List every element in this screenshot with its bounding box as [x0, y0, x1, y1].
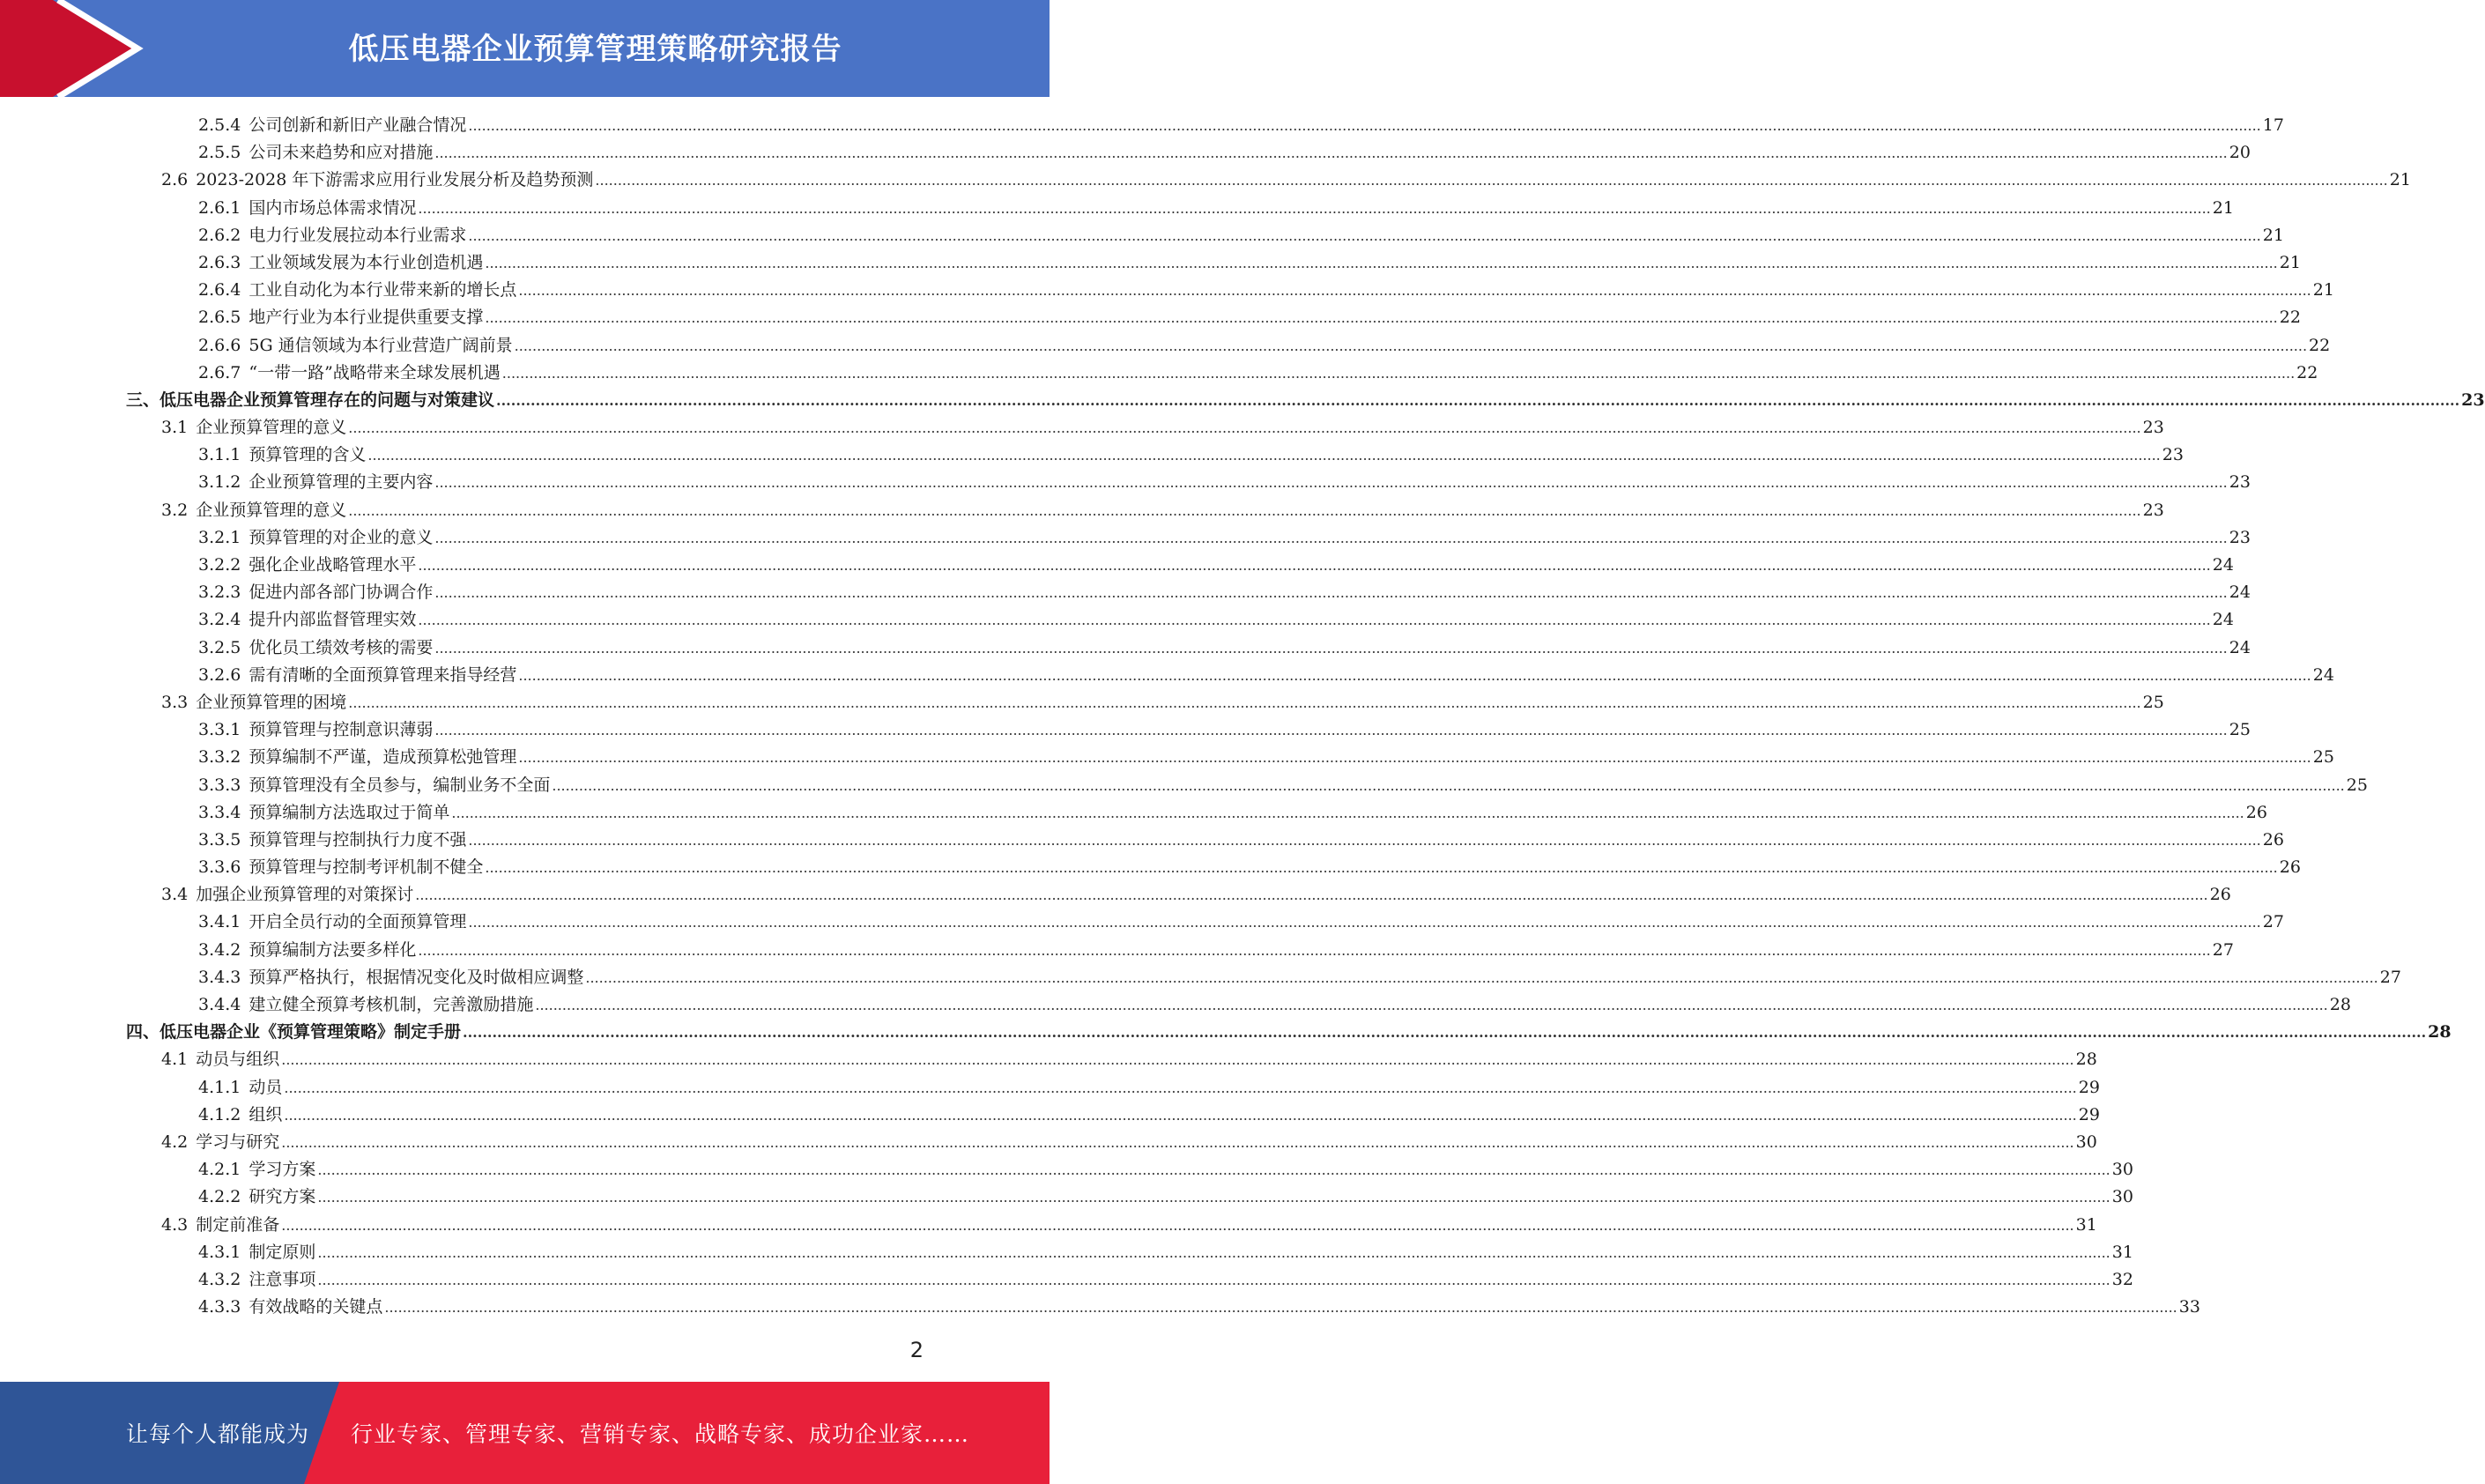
toc-entry-number: 4.3.1: [198, 1242, 241, 1262]
toc-dot-leader: ................................................................................................................................................................................................................................................................................................................................................................................................................: [434, 639, 2228, 657]
toc-entry-number: 3.1.2: [198, 472, 241, 493]
toc-entry-title: 公司未来趋势和应对措施: [248, 143, 434, 163]
toc-entry-number: 3.2.5: [198, 637, 241, 657]
toc-dot-leader: ................................................................................................................................................................................................................................................................................................................................................................................................................: [514, 337, 2308, 354]
toc-dot-leader: ................................................................................................................................................................................................................................................................................................................................................................................................................: [281, 1133, 2074, 1151]
toc-entry-number: 4.3: [161, 1214, 189, 1235]
toc-entry-title: 建立健全预算考核机制，完善激励措施: [248, 995, 534, 1014]
toc-entry-page: 30: [2075, 1132, 2097, 1152]
header-chevron-decoration: [0, 0, 159, 97]
page-header: [0, 0, 1050, 97]
toc-entry-title: 预算管理的含义: [248, 445, 367, 465]
toc-entry-number: 4.2: [161, 1132, 189, 1152]
toc-entry-title: 低压电器企业预算管理存在的问题与对策建议: [159, 390, 495, 410]
toc-entry-page: 23: [2229, 527, 2251, 547]
toc-dot-leader: ................................................................................................................................................................................................................................................................................................................................................................................................................: [552, 776, 2345, 794]
toc-dot-leader: ................................................................................................................................................................................................................................................................................................................................................................................................................: [468, 117, 2261, 134]
toc-dot-leader: ................................................................................................................................................................................................................................................................................................................................................................................................................: [595, 172, 2388, 189]
toc-entry-number: 3.3.3: [198, 775, 241, 795]
toc-entry-page: 29: [2078, 1104, 2100, 1124]
toc-entry-title: 预算管理与控制执行力度不强: [248, 829, 467, 850]
toc-dot-leader: ................................................................................................................................................................................................................................................................................................................................................................................................................: [367, 447, 2161, 464]
table-of-contents: [0, 112, 2485, 1321]
toc-entry[interactable]: [0, 1183, 2133, 1211]
toc-dot-leader: ................................................................................................................................................................................................................................................................................................................................................................................................................: [535, 997, 2328, 1013]
toc-entry-number: 3.2.2: [198, 555, 241, 575]
toc-entry-number: 4.2.1: [198, 1160, 241, 1180]
toc-entry[interactable]: [0, 360, 2318, 387]
toc-entry-title: 企业预算管理的意义: [196, 500, 347, 520]
toc-entry-page: 23: [2142, 500, 2164, 520]
footer-slogan-left: 让每个人都能成为: [126, 1421, 310, 1447]
toc-entry-page: 25: [2229, 720, 2251, 740]
toc-entry[interactable]: [0, 387, 2485, 414]
toc-entry-title: 企业预算管理的困境: [196, 692, 347, 712]
toc-entry-title: 学习与研究: [196, 1132, 280, 1152]
toc-dot-leader: ................................................................................................................................................................................................................................................................................................................................................................................................................: [496, 391, 2460, 409]
toc-entry-page: 26: [2209, 885, 2231, 905]
toc-entry-title: 制定前准备: [196, 1214, 280, 1235]
toc-entry[interactable]: [0, 606, 2234, 634]
toc-entry-title: 公司创新和新旧产业融合情况: [248, 115, 467, 135]
toc-entry-page: 17: [2262, 115, 2284, 135]
toc-entry-page: 28: [2428, 1022, 2452, 1043]
toc-entry-title: 动员与组织: [196, 1050, 280, 1070]
toc-dot-leader: ................................................................................................................................................................................................................................................................................................................................................................................................................: [348, 419, 2141, 437]
toc-entry-page: 21: [2262, 225, 2284, 245]
toc-entry-number: 3.3.2: [198, 747, 241, 768]
toc-entry[interactable]: [0, 827, 2284, 854]
toc-entry-number: 3.3.4: [198, 802, 241, 822]
toc-entry-page: 21: [2212, 197, 2234, 218]
toc-entry-number: 3.4.2: [198, 939, 241, 960]
toc-entry-number: 四、: [126, 1022, 160, 1043]
toc-dot-leader: ................................................................................................................................................................................................................................................................................................................................................................................................................: [485, 254, 2278, 271]
toc-entry[interactable]: [0, 1266, 2133, 1294]
toc-entry[interactable]: [0, 249, 2301, 277]
toc-dot-leader: ................................................................................................................................................................................................................................................................................................................................................................................................................: [434, 145, 2228, 162]
toc-entry-title: 需有清晰的全面预算管理来指导经营: [248, 664, 517, 685]
toc-entry-title: 工业自动化为本行业带来新的增长点: [248, 280, 517, 301]
toc-entry[interactable]: [0, 441, 2184, 469]
toc-entry[interactable]: [0, 332, 2331, 360]
toc-entry-number: 2.6.7: [198, 362, 241, 382]
toc-entry-page: 30: [2111, 1187, 2133, 1207]
toc-entry-title: 学习方案: [248, 1160, 316, 1180]
toc-entry-page: 21: [2389, 170, 2411, 190]
toc-entry-title: 5G 通信领域为本行业营造广阔前景: [248, 335, 513, 355]
toc-entry-title: 注意事项: [248, 1269, 316, 1289]
toc-entry-page: 25: [2346, 775, 2368, 795]
toc-entry[interactable]: [0, 222, 2284, 249]
toc-entry-number: 4.3.3: [198, 1297, 241, 1317]
toc-entry-page: 24: [2212, 555, 2234, 575]
toc-dot-leader: ................................................................................................................................................................................................................................................................................................................................................................................................................: [418, 612, 2211, 629]
toc-entry[interactable]: [0, 1239, 2133, 1266]
toc-entry-title: 预算编制方法要多样化: [248, 939, 417, 960]
toc-entry-number: 3.4: [161, 885, 189, 905]
toc-entry-page: 22: [2309, 335, 2331, 355]
toc-entry[interactable]: [0, 579, 2251, 606]
toc-entry-title: “一带一路”战略带来全球发展机遇: [248, 362, 501, 382]
toc-entry-number: 3.1: [161, 418, 189, 438]
toc-entry-page: 22: [2296, 362, 2318, 382]
toc-entry-title: 2023-2028 年下游需求应用行业发展分析及趋势预测: [196, 170, 594, 190]
toc-entry-number: 2.5.5: [198, 143, 241, 163]
toc-entry[interactable]: [0, 524, 2251, 552]
toc-entry-page: 25: [2142, 692, 2164, 712]
toc-entry-page: 26: [2262, 829, 2284, 850]
toc-entry[interactable]: [0, 1212, 2097, 1239]
toc-dot-leader: ................................................................................................................................................................................................................................................................................................................................................................................................................: [418, 941, 2211, 959]
toc-entry-page: 26: [2245, 802, 2267, 822]
toc-entry-number: 4.2.2: [198, 1187, 241, 1207]
toc-entry-page: 23: [2162, 445, 2184, 465]
toc-entry-title: 预算严格执行，根据情况变化及时做相应调整: [248, 967, 584, 987]
toc-entry[interactable]: [0, 909, 2284, 936]
toc-dot-leader: ................................................................................................................................................................................................................................................................................................................................................................................................................: [418, 557, 2211, 574]
toc-entry[interactable]: [0, 497, 2164, 524]
toc-entry-page: 21: [2279, 252, 2301, 272]
toc-dot-leader: ................................................................................................................................................................................................................................................................................................................................................................................................................: [434, 474, 2228, 492]
footer-slogan-right: 行业专家、管理专家、营销专家、战略专家、成功企业家……: [351, 1421, 970, 1447]
toc-entry-page: 27: [2212, 939, 2234, 960]
toc-entry-page: 28: [2075, 1050, 2097, 1070]
toc-entry-number: 3.2.1: [198, 527, 241, 547]
toc-entry-title: 有效战略的关键点: [248, 1297, 383, 1317]
toc-entry[interactable]: [0, 304, 2301, 331]
toc-dot-leader: ................................................................................................................................................................................................................................................................................................................................................................................................................: [501, 364, 2296, 382]
toc-entry[interactable]: [0, 799, 2267, 827]
page-footer: [0, 1382, 1050, 1484]
toc-entry-title: 预算编制方法选取过于简单: [248, 802, 450, 822]
toc-entry-title: 研究方案: [248, 1187, 316, 1207]
toc-entry-page: 32: [2111, 1269, 2133, 1289]
toc-dot-leader: ................................................................................................................................................................................................................................................................................................................................................................................................................: [468, 831, 2261, 849]
toc-dot-leader: ................................................................................................................................................................................................................................................................................................................................................................................................................: [317, 1189, 2110, 1206]
toc-entry-number: 2.5.4: [198, 115, 241, 135]
toc-entry-page: 23: [2142, 418, 2164, 438]
toc-entry[interactable]: [0, 1074, 2100, 1102]
toc-entry-title: 优化员工绩效考核的需要: [248, 637, 434, 657]
toc-entry[interactable]: [0, 716, 2251, 744]
toc-entry[interactable]: [0, 1102, 2100, 1129]
toc-entry-number: 3.3: [161, 692, 189, 712]
toc-entry-title: 工业领域发展为本行业创造机遇: [248, 252, 484, 272]
toc-entry-page: 33: [2178, 1297, 2200, 1317]
toc-entry-number: 2.6.3: [198, 252, 241, 272]
toc-entry-title: 促进内部各部门协调合作: [248, 582, 434, 603]
toc-entry-page: 29: [2078, 1077, 2100, 1097]
toc-dot-leader: ................................................................................................................................................................................................................................................................................................................................................................................................................: [468, 914, 2261, 931]
toc-entry-title: 电力行业发展拉动本行业需求: [248, 225, 467, 245]
toc-entry-number: 3.4.3: [198, 967, 241, 987]
toc-entry[interactable]: [0, 469, 2251, 496]
toc-entry-page: 23: [2461, 390, 2485, 410]
toc-entry[interactable]: [0, 964, 2401, 991]
toc-entry-page: 25: [2312, 747, 2334, 768]
toc-dot-leader: ................................................................................................................................................................................................................................................................................................................................................................................................................: [418, 199, 2211, 217]
toc-entry[interactable]: [0, 552, 2234, 579]
toc-entry-title: 提升内部监督管理实效: [248, 610, 417, 630]
toc-entry-title: 国内市场总体需求情况: [248, 197, 417, 218]
toc-entry[interactable]: [0, 1129, 2097, 1156]
toc-dot-leader: ................................................................................................................................................................................................................................................................................................................................................................................................................: [284, 1106, 2077, 1124]
toc-entry[interactable]: [0, 112, 2284, 139]
toc-entry[interactable]: [0, 689, 2164, 716]
toc-entry-number: 4.1.1: [198, 1077, 241, 1097]
toc-entry[interactable]: [0, 414, 2164, 441]
toc-entry-title: 强化企业战略管理水平: [248, 555, 417, 575]
toc-entry-title: 预算编制不严谨，造成预算松弛管理: [248, 747, 517, 768]
toc-entry-page: 20: [2229, 143, 2251, 163]
toc-entry-page: 27: [2379, 967, 2401, 987]
toc-dot-leader: ................................................................................................................................................................................................................................................................................................................................................................................................................: [434, 529, 2228, 546]
toc-entry-number: 2.6.2: [198, 225, 241, 245]
toc-entry-number: 3.1.1: [198, 445, 241, 465]
toc-entry-page: 30: [2111, 1160, 2133, 1180]
toc-entry[interactable]: [0, 881, 2231, 909]
toc-dot-leader: ................................................................................................................................................................................................................................................................................................................................................................................................................: [348, 694, 2141, 711]
toc-dot-leader: ................................................................................................................................................................................................................................................................................................................................................................................................................: [485, 309, 2278, 327]
toc-dot-leader: ................................................................................................................................................................................................................................................................................................................................................................................................................: [317, 1161, 2110, 1179]
toc-dot-leader: ................................................................................................................................................................................................................................................................................................................................................................................................................: [468, 226, 2261, 244]
toc-entry-page: 21: [2312, 280, 2334, 301]
report-title: 低压电器企业预算管理策略研究报告: [348, 32, 842, 67]
toc-entry-title: 企业预算管理的主要内容: [248, 472, 434, 493]
page-number: 2: [909, 1338, 924, 1362]
toc-entry-page: 24: [2312, 664, 2334, 685]
toc-dot-leader: ................................................................................................................................................................................................................................................................................................................................................................................................................: [384, 1299, 2177, 1317]
toc-entry[interactable]: [0, 277, 2334, 304]
toc-entry[interactable]: [0, 937, 2234, 964]
toc-entry-number: 3.4.1: [198, 912, 241, 932]
toc-entry-number: 3.2.3: [198, 582, 241, 603]
toc-entry-number: 2.6: [161, 170, 189, 190]
toc-dot-leader: ................................................................................................................................................................................................................................................................................................................................................................................................................: [485, 859, 2278, 877]
toc-entry-page: 31: [2111, 1242, 2133, 1262]
toc-entry[interactable]: [0, 1046, 2097, 1073]
toc-entry-number: 2.6.1: [198, 197, 241, 218]
toc-entry-title: 预算管理的对企业的意义: [248, 527, 434, 547]
toc-entry-title: 加强企业预算管理的对策探讨: [196, 885, 414, 905]
toc-dot-leader: ................................................................................................................................................................................................................................................................................................................................................................................................................: [281, 1216, 2074, 1234]
toc-entry-number: 4.1: [161, 1050, 189, 1070]
toc-entry[interactable]: [0, 854, 2301, 881]
toc-entry-number: 2.6.6: [198, 335, 241, 355]
toc-entry-page: 24: [2229, 637, 2251, 657]
toc-entry[interactable]: [0, 1294, 2200, 1321]
toc-entry-page: 22: [2279, 308, 2301, 328]
toc-dot-leader: ................................................................................................................................................................................................................................................................................................................................................................................................................: [463, 1024, 2427, 1042]
toc-dot-leader: ................................................................................................................................................................................................................................................................................................................................................................................................................: [317, 1271, 2110, 1288]
toc-entry-title: 预算管理与控制考评机制不健全: [248, 857, 484, 878]
toc-entry[interactable]: [0, 662, 2334, 689]
toc-entry-number: 三、: [126, 390, 160, 410]
toc-dot-leader: ................................................................................................................................................................................................................................................................................................................................................................................................................: [284, 1079, 2077, 1096]
toc-entry[interactable]: [0, 195, 2234, 222]
toc-entry-title: 企业预算管理的意义: [196, 418, 347, 438]
toc-entry-number: 3.3.1: [198, 720, 241, 740]
toc-entry-number: 3.2: [161, 500, 189, 520]
toc-dot-leader: ................................................................................................................................................................................................................................................................................................................................................................................................................: [518, 749, 2311, 767]
toc-entry-page: 23: [2229, 472, 2251, 493]
toc-entry[interactable]: [0, 634, 2251, 662]
toc-dot-leader: ................................................................................................................................................................................................................................................................................................................................................................................................................: [434, 722, 2228, 739]
toc-dot-leader: ................................................................................................................................................................................................................................................................................................................................................................................................................: [585, 968, 2378, 986]
toc-entry-title: 预算管理没有全员参与，编制业务不全面: [248, 775, 551, 795]
toc-entry-page: 24: [2229, 582, 2251, 603]
toc-entry-number: 3.2.4: [198, 610, 241, 630]
toc-dot-leader: ................................................................................................................................................................................................................................................................................................................................................................................................................: [518, 666, 2311, 684]
toc-entry[interactable]: [0, 167, 2411, 194]
toc-dot-leader: ................................................................................................................................................................................................................................................................................................................................................................................................................: [415, 887, 2208, 904]
toc-entry-number: 2.6.4: [198, 280, 241, 301]
toc-dot-leader: ................................................................................................................................................................................................................................................................................................................................................................................................................: [281, 1051, 2074, 1069]
toc-entry-title: 地产行业为本行业提供重要支撑: [248, 308, 484, 328]
toc-dot-leader: ................................................................................................................................................................................................................................................................................................................................................................................................................: [317, 1243, 2110, 1261]
toc-dot-leader: ................................................................................................................................................................................................................................................................................................................................................................................................................: [518, 282, 2311, 300]
toc-entry-number: 4.3.2: [198, 1269, 241, 1289]
toc-entry[interactable]: [0, 1019, 2452, 1046]
toc-entry[interactable]: [0, 1156, 2133, 1183]
toc-entry-number: 3.2.6: [198, 664, 241, 685]
toc-dot-leader: ................................................................................................................................................................................................................................................................................................................................................................................................................: [348, 501, 2141, 519]
toc-entry[interactable]: [0, 139, 2251, 167]
toc-entry-number: 4.1.2: [198, 1104, 241, 1124]
toc-entry-page: 27: [2262, 912, 2284, 932]
toc-entry-number: 3.3.6: [198, 857, 241, 878]
toc-entry-number: 3.4.4: [198, 995, 241, 1014]
toc-entry-page: 26: [2279, 857, 2301, 878]
toc-entry-page: 28: [2329, 995, 2351, 1014]
toc-entry-number: 2.6.5: [198, 308, 241, 328]
toc-entry-title: 组织: [248, 1104, 283, 1124]
toc-dot-leader: ................................................................................................................................................................................................................................................................................................................................................................................................................: [434, 584, 2228, 602]
toc-entry-number: 3.3.5: [198, 829, 241, 850]
toc-entry[interactable]: [0, 744, 2334, 771]
toc-entry-title: 动员: [248, 1077, 283, 1097]
toc-entry-title: 低压电器企业《预算管理策略》制定手册: [159, 1022, 462, 1043]
toc-dot-leader: ................................................................................................................................................................................................................................................................................................................................................................................................................: [451, 804, 2244, 821]
toc-entry-title: 开启全员行动的全面预算管理: [248, 912, 467, 932]
toc-entry-title: 预算管理与控制意识薄弱: [248, 720, 434, 740]
toc-entry-page: 24: [2212, 610, 2234, 630]
toc-entry-page: 31: [2075, 1214, 2097, 1235]
toc-entry[interactable]: [0, 991, 2351, 1019]
toc-entry-title: 制定原则: [248, 1242, 316, 1262]
toc-entry[interactable]: [0, 772, 2368, 799]
